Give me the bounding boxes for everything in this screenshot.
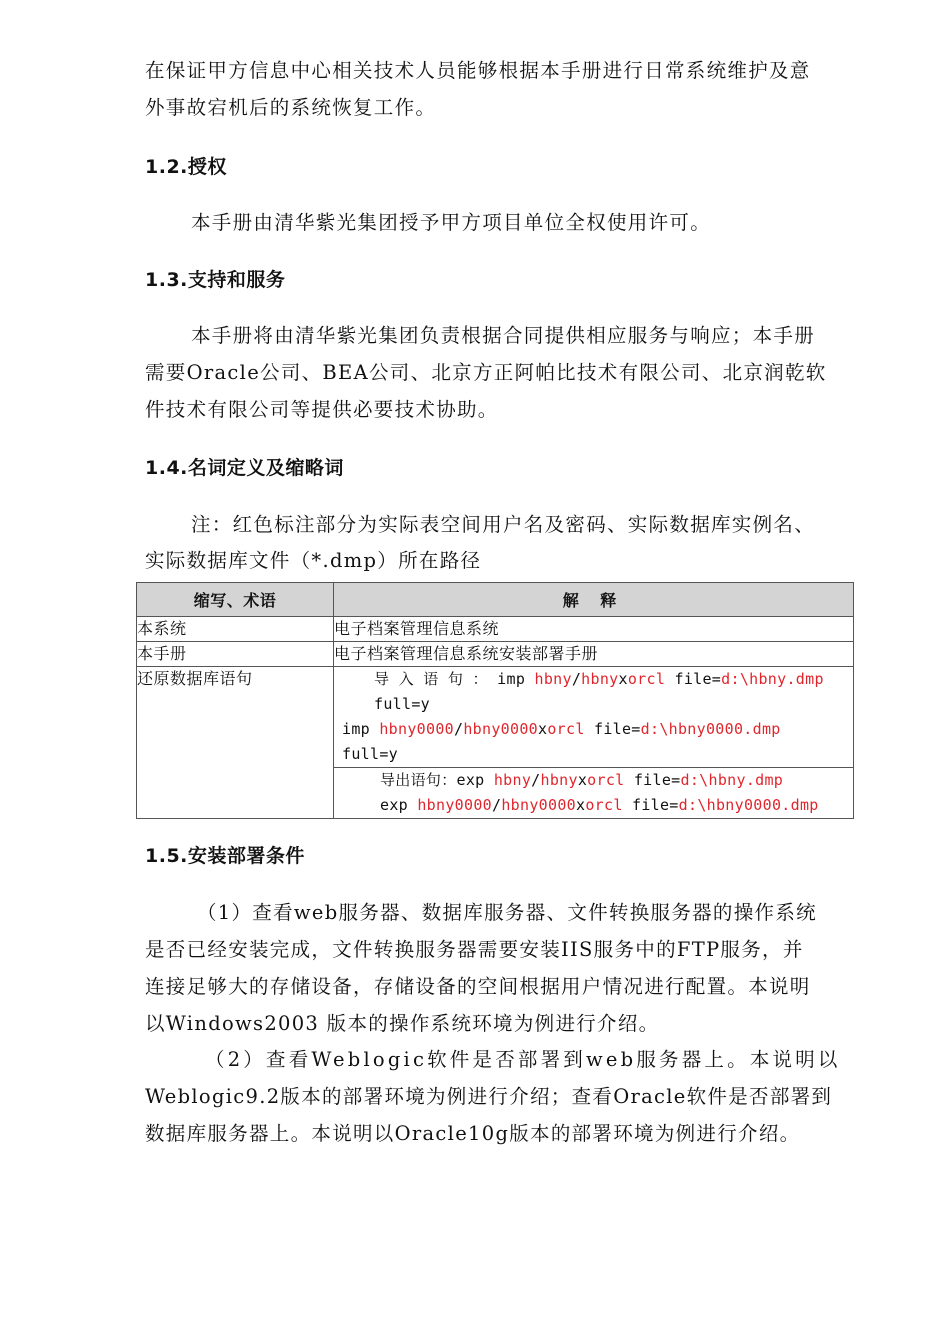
intro-line-1: 在保证甲方信息中心相关技术人员能够根据本手册进行日常系统维护及意 (145, 59, 811, 82)
sec13-line-3: 件技术有限公司等提供必要技术协助。 (145, 398, 499, 421)
export-statement-cell (334, 768, 854, 819)
terms-table (136, 582, 854, 819)
definition-cell: 电子档案管理信息系统安装部署手册 (334, 642, 854, 667)
sec15-p1-line-4: 以Windows2003 版本的操作系统环境为例进行介绍。 (145, 1012, 660, 1035)
section-heading-1-3: 1.3.支持和服务 (145, 269, 286, 291)
sec15-p2-line-3: 数据库服务器上。本说明以Oracle10g版本的部署环境为例进行介绍。 (145, 1122, 801, 1145)
table-row (137, 617, 854, 642)
intro-line-2: 外事故宕机后的系统恢复工作。 (145, 96, 437, 119)
sec15-p1-line-2: 是否已经安装完成，文件转换服务器需要安装IIS服务中的FTP服务，并 (145, 938, 804, 961)
term-cell: 本系统 (137, 617, 334, 642)
import-line-2: full=y (374, 695, 430, 713)
header-term: 缩写、术语 (137, 583, 334, 617)
import-line-4: full=y (342, 745, 398, 763)
table-header-row (137, 583, 854, 617)
sec13-line-2: 需要Oracle公司、BEA公司、北京方正阿帕比技术有限公司、北京润乾软 (145, 361, 827, 384)
sec14-note-line-1: 注：红色标注部分为实际表空间用户名及密码、实际数据库实例名、 (191, 513, 816, 536)
sec15-p2-line-1: （2）查看Weblogic软件是否部署到web服务器上。本说明以 (205, 1048, 841, 1071)
header-definition: 解 释 (334, 583, 854, 617)
section-heading-1-2: 1.2.授权 (145, 156, 227, 178)
sec14-note-line-2: 实际数据库文件（*.dmp）所在路径 (145, 549, 482, 572)
sec15-p2-line-2: Weblogic9.2版本的部署环境为例进行介绍；查看Oracle软件是否部署到 (145, 1085, 833, 1108)
sec13-line-1: 本手册将由清华紫光集团负责根据合同提供相应服务与响应；本手册 (191, 324, 816, 347)
import-statement-cell (334, 667, 854, 768)
section-heading-1-4: 1.4.名词定义及缩略词 (145, 457, 344, 479)
table-row (137, 667, 854, 768)
term-cell: 还原数据库语句 (137, 667, 334, 819)
definition-cell: 电子档案管理信息系统 (334, 617, 854, 642)
export-line-1: 导出语句：exp hbny/hbnyxorcl file=d:\hbny.dmp (380, 771, 784, 789)
sec12-text: 本手册由清华紫光集团授予甲方项目单位全权使用许可。 (191, 211, 712, 234)
section-heading-1-5: 1.5.安装部署条件 (145, 845, 305, 867)
sec15-p1-line-3: 连接足够大的存储设备，存储设备的空间根据用户情况进行配置。本说明 (145, 975, 811, 998)
term-cell: 本手册 (137, 642, 334, 667)
table-row (137, 642, 854, 667)
export-line-2: exp hbny0000/hbny0000xorcl file=d:\hbny0000.dmp (380, 796, 819, 814)
sec15-p1-line-1: （1）查看web服务器、数据库服务器、文件转换服务器的操作系统 (197, 901, 817, 924)
import-line-1: 导 入 语 句 ： imp hbny/hbnyxorcl file=d:\hbny.dmp (374, 670, 824, 688)
import-line-3: imp hbny0000/hbny0000xorcl file=d:\hbny0000.dmp (342, 720, 781, 738)
